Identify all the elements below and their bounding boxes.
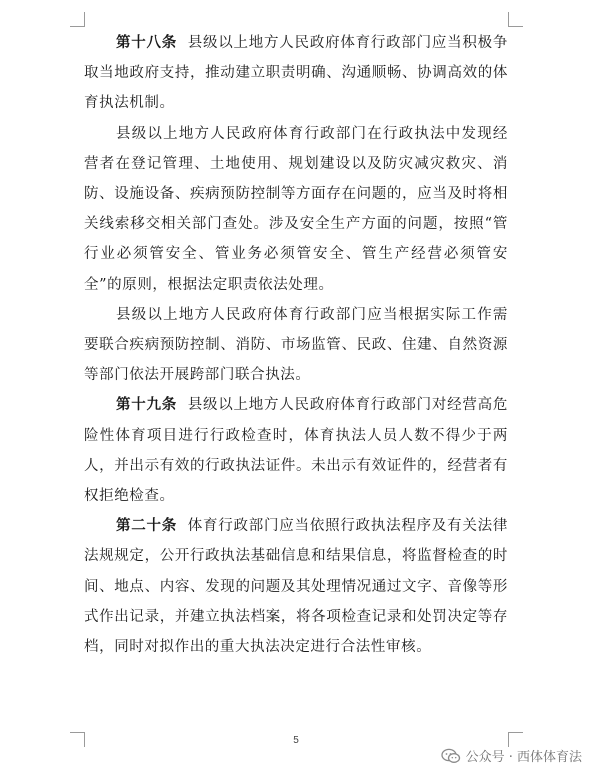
article-20-title: 第二十条	[116, 517, 178, 535]
watermark-prefix: 公众号 ·	[465, 750, 517, 765]
article-18-title: 第十八条	[116, 34, 178, 51]
document-body	[84, 28, 508, 662]
article-18-paragraph-2: 县级以上地方人民政府体育行政部门在行政执法中发现经营者在登记管理、土地使用、规划建设以及防灾减灾救灾、消防、设施设备、疾病预防控制等方面存在问题的，应当及时将相关线索移交相关部门查处。涉及安全生产方面的问题，按照“管行业必须管安全、管业务必须管安全、管生产经营必须管安全”的原则，根据法定职责依法处理。	[84, 125, 508, 293]
article-18-paragraph-1	[84, 28, 508, 119]
watermark-account-name: 西体体育法	[516, 750, 582, 765]
article-18-text-1: 县级以上地方人民政府体育行政部门应当积极争取当地政府支持，推动建立职责明确、沟通顺畅、协调高效的体育执法机制。	[84, 35, 508, 112]
wechat-icon	[441, 748, 461, 764]
article-20-text: 体育行政部门应当依照行政执法程序及有关法律法规规定，公开行政执法基础信息和结果信息，将监督检查的时间、地点、内容、发现的问题及其处理情况通过文字、音像等形式作出记录，并建立执法档案，将各项检查记录和处罚决定等存档，同时对拟作出的重大执法决定进行合法性审核。	[84, 518, 508, 656]
watermark-text	[466, 746, 582, 765]
page-corner-mark-top-left	[70, 12, 85, 27]
page-number: 5	[293, 735, 299, 746]
article-19-text: 县级以上地方人民政府体育行政部门对经营高危险性体育项目进行行政检查时，体育执法人员人数不得少于两人，并出示有效的行政执法证件。未出示有效证件的，经营者有权拒绝检查。	[84, 397, 508, 505]
watermark	[441, 746, 582, 765]
article-19-paragraph	[84, 390, 508, 511]
article-18-paragraph-3: 县级以上地方人民政府体育行政部门应当根据实际工作需要联合疾病预防控制、消防、市场监管、民政、住建、自然资源等部门依法开展跨部门联合执法。	[84, 306, 508, 384]
page-corner-mark-top-right	[508, 12, 523, 27]
article-19-title: 第十九条	[116, 396, 178, 414]
article-20-paragraph	[84, 511, 508, 662]
